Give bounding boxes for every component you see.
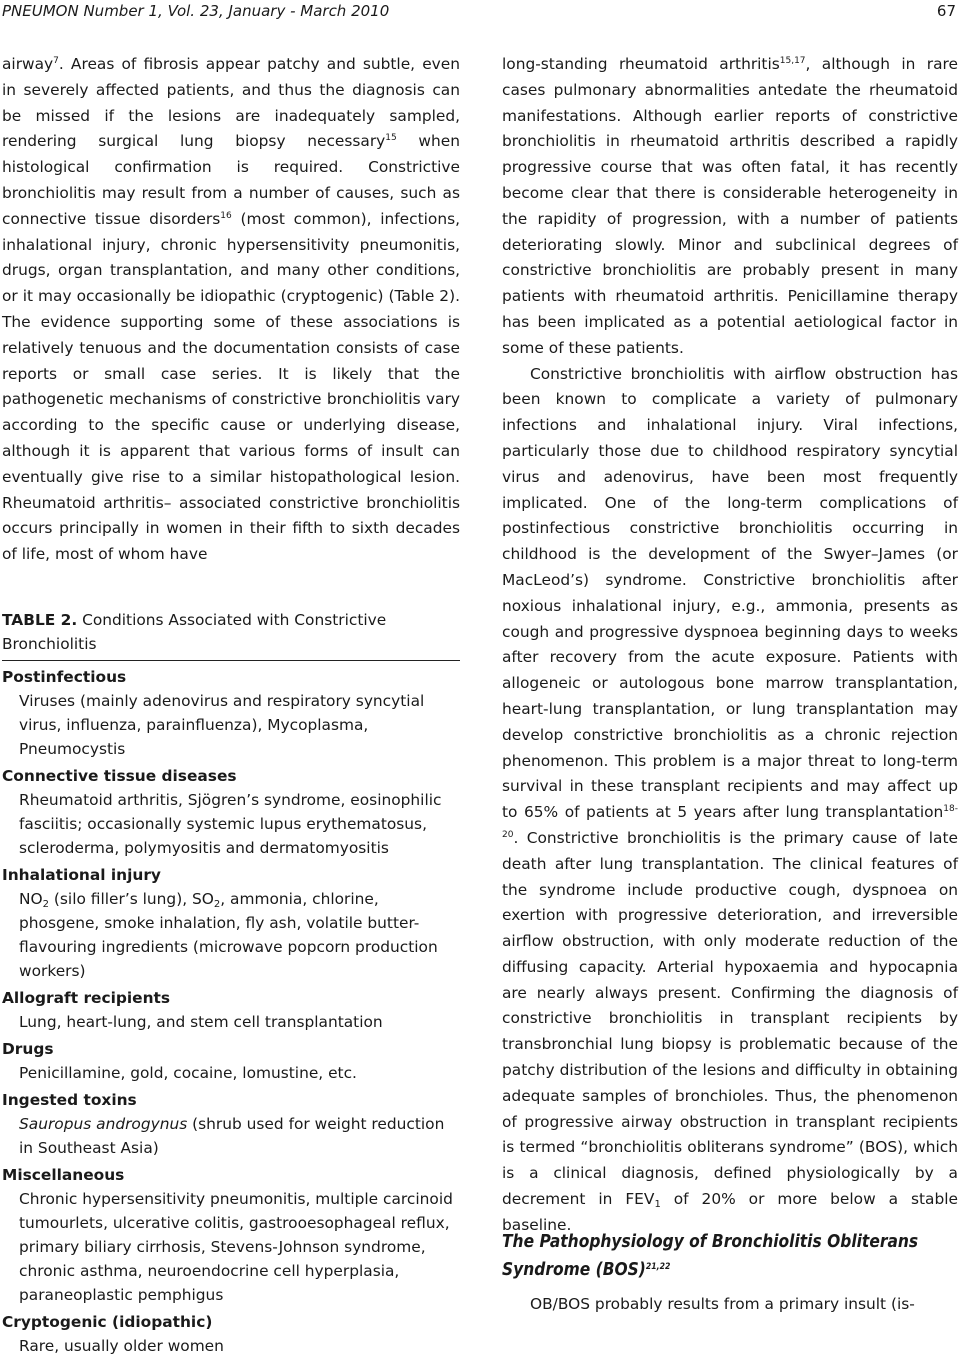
table-2 (2, 608, 460, 1358)
subscript: 2 (213, 899, 221, 910)
reference-superscript: 21,22 (645, 1262, 671, 1272)
text-run: Penicillamine, gold, cocaine, lomustine, etc. (19, 1064, 357, 1082)
reference-superscript: 16 (220, 210, 232, 221)
italic-text: Sauropus androgynus (19, 1115, 188, 1133)
text-run: (shrub used for weight reduction in Southeast Asia) (19, 1115, 445, 1157)
subscript: 1 (654, 1199, 661, 1211)
section-heading (502, 1228, 958, 1284)
text-run: NO (19, 890, 43, 908)
left-column (2, 52, 460, 568)
reference-superscript: 7 (53, 56, 59, 66)
text-run: airway (2, 55, 54, 73)
subscript: 2 (42, 899, 50, 910)
table-item (2, 689, 460, 761)
reference-superscript: 15 (385, 133, 397, 144)
text-run: Rare, usually older women (19, 1337, 224, 1355)
text-run: Constrictive bronchiolitis with airflow obstruction has been known to complicate a variety of pulmonary infections and inhalational injury. Viral infections, particularly those due to childhood respiratory syncytial virus and adenovirus, have been most frequently implicated. One of the long-term complications of postinfectious constrictive bronchiolitis occurring in childhood is the development of the Swyer–James (or MacLeod’s) syndrome. Constrictive bronchiolitis after noxious inhalational injury, e.g., ammonia, presents as cough and progressive dyspnoea beginning days to weeks after recovery from the acute exposure. Patients with allogeneic or autologous bone marrow transplantation, heart-lung transplantation, or lung transplantation may develop constrictive bronchiolitis as a chronic rejection phenomenon. This problem is a major threat to long-term survival in these transplant recipients and may affect up to 65% of patients at 5 years after lung transplantation (502, 364, 958, 822)
table-category: Miscellaneous (2, 1166, 125, 1184)
table-caption (2, 608, 460, 661)
text-run: of 20% or more below a stable baseline. (502, 1190, 958, 1234)
table-category: Allograft recipients (2, 989, 171, 1007)
table-item (2, 1334, 460, 1358)
reference-superscript: 15,17 (779, 56, 806, 66)
table-label: TABLE 2. (2, 611, 78, 629)
text-run: Lung, heart-lung, and stem cell transplantation (19, 1013, 383, 1031)
text-run: , ammonia, chlorine, phosgene, smoke inhalation, fly ash, volatile butter-flavouring ingredients (microwave popcorn production workers) (19, 890, 438, 980)
right-paragraph-1 (502, 52, 958, 362)
text-run: Viruses (mainly adenovirus and respiratory syncytial virus, influenza, parainfluenza), Mycoplasma, Pneumocystis (19, 692, 425, 758)
table-category: Cryptogenic (idiopathic) (2, 1313, 213, 1331)
right-column (502, 52, 958, 1239)
text-run: long-standing rheumatoid arthritis (502, 55, 780, 73)
left-paragraph (2, 52, 460, 568)
page-header (0, 0, 960, 26)
text-run: The Pathophysiology of Bronchiolitis Obliterans Syndrome (BOS) (502, 1231, 919, 1280)
right-paragraph-2 (502, 362, 958, 1239)
table-category: Connective tissue diseases (2, 767, 237, 785)
table-item (2, 1010, 460, 1034)
text-run: . Areas of fibrosis appear patchy and subtle, even in severely affected patients, and thus the diagnosis can be missed if the lesions are inadequately sampled, rendering surgical lung biopsy necessary (2, 55, 460, 151)
text-run: when histological confirmation is required. Constrictive bronchiolitis may result from a number of causes, such as connective tissue disorders (2, 132, 460, 228)
reference-superscript: 18-20 (502, 804, 958, 840)
table-body (2, 665, 460, 1358)
journal-title: PNEUMON Number 1, Vol. 23, January - March 2010 (2, 2, 390, 20)
page-number: 67 (936, 2, 956, 20)
text-run: , although in rare cases pulmonary abnormalities antedate the rheumatoid manifestations. Although earlier reports of constrictive bronchiolitis in rheumatoid arthritis described a rapidly progressive course that was often fatal, it has recently become clear that there is considerable heterogeneity in the rapidity of progression, with a number of patients deteriorating slowly. Minor and subclinical degrees of constrictive bronchiolitis are probably present in many patients with rheumatoid arthritis. Penicillamine therapy has been implicated as a potential aetiological factor in some of these patients. (502, 55, 958, 357)
table-category: Inhalational injury (2, 866, 161, 884)
text-run: Chronic hypersensitivity pneumonitis, multiple carcinoid tumourlets, ulcerative colitis, gastrooesophageal reflux, primary biliary cirrhosis, Stevens-Johnson syndrome, chronic asthma, neuroendocrine cell hyperplasia, paraneoplastic pemphigus (19, 1190, 453, 1304)
text-run: (silo filler’s lung), SO (49, 890, 214, 908)
text-run: (most common), infections, inhalational injury, chronic hypersensitivity pneumonitis, drugs, organ transplantation, and many other conditions, or it may occasionally be idiopathic (cryptogenic) (Table 2). The evidence supporting some of these associations is relatively tenuous and the documentation consists of case reports or small case series. It is likely that the pathogenetic mechanisms of constrictive bronchiolitis vary according to the specific cause or underlying disease, although it is apparent that various forms of insult can eventually give rise to a similar histopathological lesion. Rheumatoid arthritis– associated constrictive bronchiolitis occurs principally in women in their fifth to sixth decades of life, most of whom have (2, 209, 460, 564)
text-run: Rheumatoid arthritis, Sjögren’s syndrome, eosinophilic fasciitis; occasionally systemic lupus erythematosus, scleroderma, polymyositis and dermatomyositis (19, 791, 442, 857)
text-run: . Constrictive bronchiolitis is the primary cause of late death after lung transplantation. The clinical features of the syndrome include productive cough, dyspnoea on exertion with progressive deterioration, and irreversible airflow obstruction, with only moderate reduction of the diffusing capacity. Arterial hypoxaemia and hypocapnia are nearly always present. Confirming the diagnosis of constrictive bronchiolitis in transplant recipients by transbronchial lung biopsy is problematic because of the patchy distribution of the lesions and difficulty in obtaining adequate samples of bronchioles. Thus, the phenomenon of progressive airway obstruction in transplant recipients is termed “bronchiolitis obliterans syndrome” (BOS), which is a clinical diagnosis, defined physiologically by a decrement in FEV (502, 828, 958, 1209)
table-category: Postinfectious (2, 668, 127, 686)
table-caption-text: Conditions Associated with Constrictive Bronchiolitis (2, 611, 387, 653)
section-first-line: OB/BOS probably results from a primary insult (is- (530, 1295, 915, 1313)
table-item (2, 887, 460, 983)
table-item (2, 788, 460, 860)
table-item (2, 1112, 460, 1160)
table-item (2, 1061, 460, 1085)
table-item (2, 1187, 460, 1307)
table-category: Drugs (2, 1040, 54, 1058)
table-category: Ingested toxins (2, 1091, 137, 1109)
